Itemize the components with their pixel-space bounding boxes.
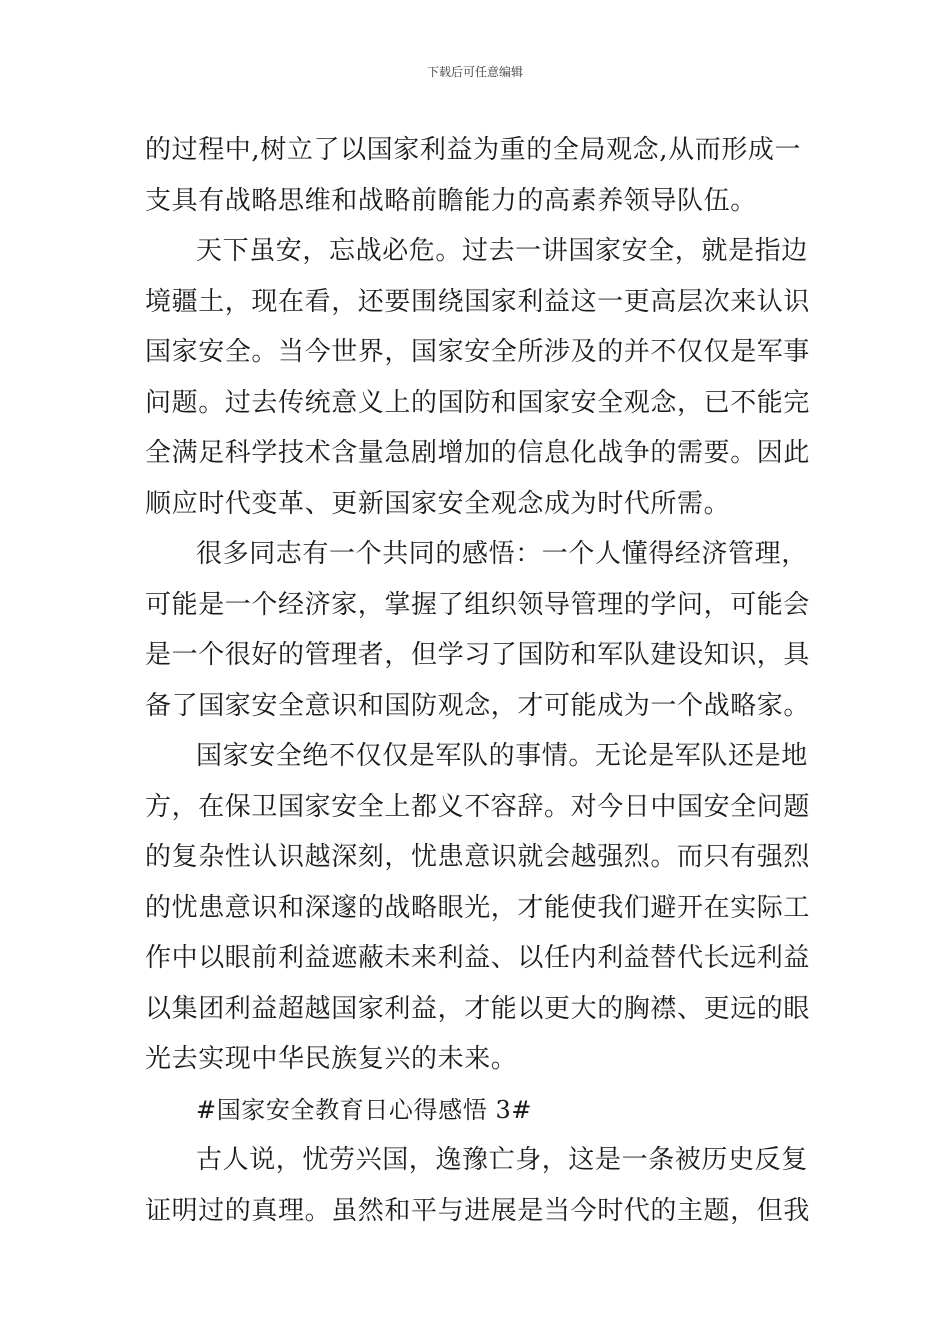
text-line: 国家安全。当今世界，国家安全所涉及的并不仅仅是军事 (145, 337, 810, 367)
text-line: 作中以眼前利益遮蔽未来利益、以任内利益替代长远利益 (145, 943, 810, 973)
section-heading: #国家安全教育日心得感悟 3# (196, 1095, 533, 1124)
document-body (145, 125, 810, 1236)
text-line: 国家安全绝不仅仅是军队的事情。无论是军队还是地 (196, 741, 808, 771)
text-line: 支具有战略思维和战略前瞻能力的高素养领导队伍。 (145, 185, 757, 216)
text-line: 的复杂性认识越深刻，忧患意识就会越强烈。而只有强烈 (145, 842, 810, 872)
text-line: 的忧患意识和深邃的战略眼光，才能使我们避开在实际工 (145, 892, 810, 923)
text-line: 天下虽安，忘战必危。过去一讲国家安全，就是指边 (196, 236, 808, 266)
text-line: 古人说，忧劳兴国，逸豫亡身，这是一条被历史反复 (196, 1145, 808, 1175)
text-line: 顺应时代变革、更新国家安全观念成为时代所需。 (145, 488, 731, 519)
text-line: 可能是一个经济家，掌握了组织领导管理的学问，可能会 (145, 589, 810, 620)
text-line: 境疆土，现在看，还要围绕国家利益这一更高层次来认识 (145, 286, 810, 317)
text-line: 是一个很好的管理者，但学习了国防和军队建设知识，具 (145, 640, 810, 670)
text-line: 证明过的真理。虽然和平与进展是当今时代的主题，但我 (145, 1195, 810, 1226)
text-line: 的过程中,树立了以国家利益为重的全局观念,从而形成一 (145, 135, 802, 165)
page-header: 下载后可任意编辑 (426, 65, 523, 79)
text-line: 方，在保卫国家安全上都义不容辞。对今日中国安全问题 (145, 791, 810, 822)
text-line: 全满足科学技术含量急剧增加的信息化战争的需要。因此 (145, 438, 810, 468)
text-line: 备了国家安全意识和国防观念，才可能成为一个战略家。 (145, 690, 810, 721)
text-line: 问题。过去传统意义上的国防和国家安全观念，已不能完 (145, 387, 810, 418)
text-line: 光去实现中华民族复兴的未来。 (145, 1044, 518, 1074)
text-line: 以集团利益超越国家利益，才能以更大的胸襟、更远的眼 (145, 993, 810, 1024)
text-line: 很多同志有一个共同的感悟：一个人懂得经济管理， (196, 539, 808, 569)
